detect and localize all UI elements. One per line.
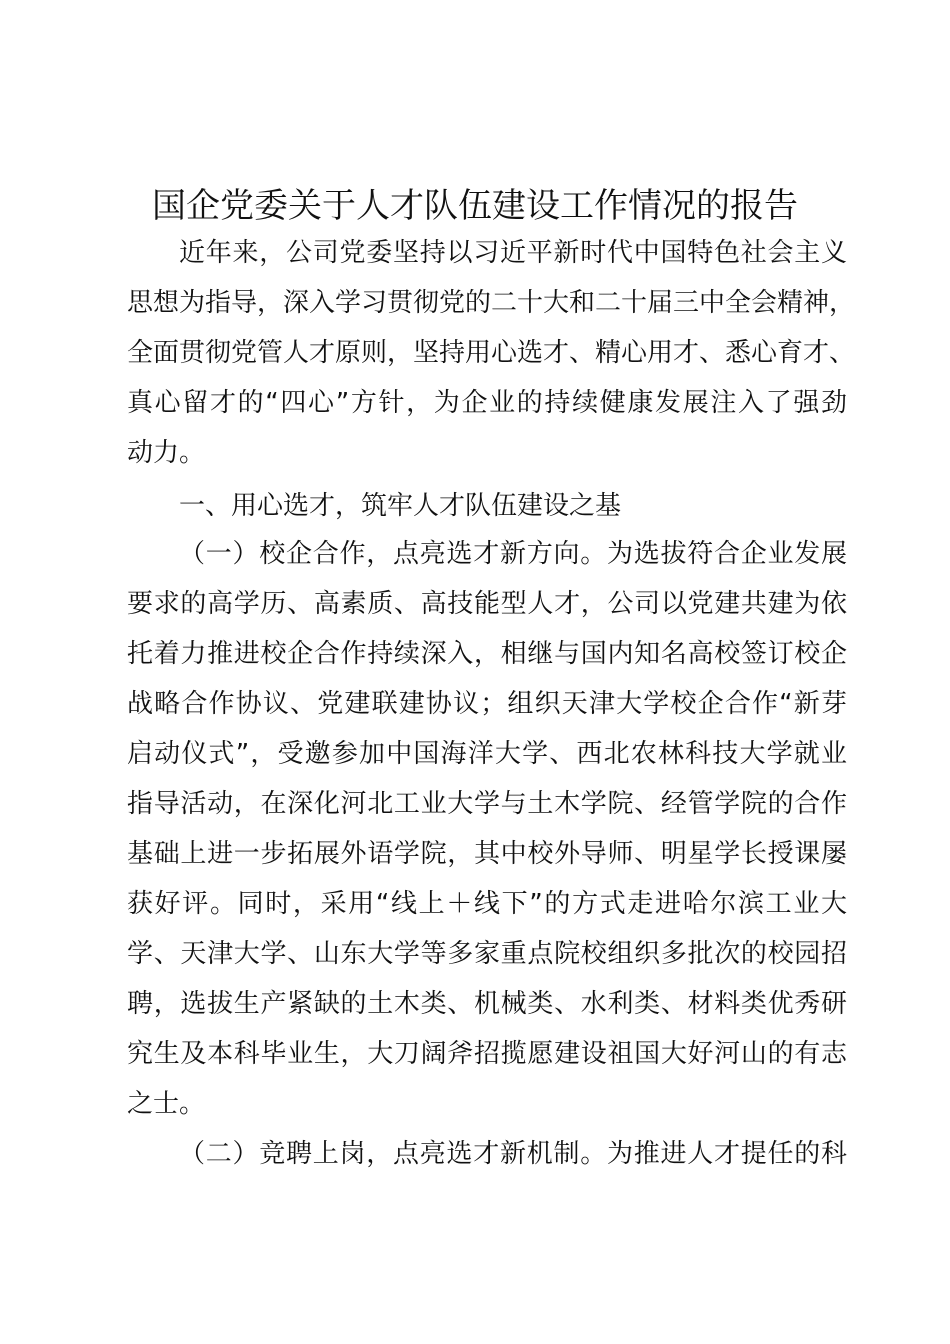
paragraph-line: 要求的高学历、高素质、高技能型人才，公司以党建共建为依 <box>127 589 847 619</box>
intro-line: 全面贯彻党管人才原则，坚持用心选才、精心用才、悉心育才、 <box>127 338 856 368</box>
paragraph-line: 之士。 <box>127 1089 206 1119</box>
section-heading: 一、用心选才，筑牢人才队伍建设之基 <box>179 491 622 521</box>
intro-line: 动力。 <box>127 438 206 468</box>
paragraph-line: 获好评。同时，采用“线上＋线下”的方式走进哈尔滨工业大 <box>127 889 847 919</box>
intro-line: 思想为指导，深入学习贯彻党的二十大和二十届三中全会精神， <box>127 288 856 318</box>
paragraph-line: （一）校企合作，点亮选才新方向。为选拔符合企业发展 <box>179 539 847 569</box>
intro-line: 近年来，公司党委坚持以习近平新时代中国特色社会主义 <box>179 238 847 268</box>
document-title: 国企党委关于人才队伍建设工作情况的报告 <box>152 186 798 226</box>
intro-line: 真心留才的“四心”方针，为企业的持续健康发展注入了强劲 <box>127 388 847 418</box>
paragraph-line: 学、天津大学、山东大学等多家重点院校组织多批次的校园招 <box>127 939 847 969</box>
paragraph-line: 聘，选拔生产紧缺的土木类、机械类、水利类、材料类优秀研 <box>127 989 847 1019</box>
paragraph-line: 托着力推进校企合作持续深入，相继与国内知名高校签订校企 <box>127 639 847 669</box>
paragraph-line: （二）竞聘上岗，点亮选才新机制。为推进人才提任的科 <box>179 1139 847 1169</box>
paragraph-line: 启动仪式”，受邀参加中国海洋大学、西北农林科技大学就业 <box>127 739 847 769</box>
paragraph-line: 战略合作协议、党建联建协议；组织天津大学校企合作“新芽 <box>127 689 847 719</box>
paragraph-line: 究生及本科毕业生，大刀阔斧招揽愿建设祖国大好河山的有志 <box>127 1039 847 1069</box>
paragraph-line: 指导活动，在深化河北工业大学与土木学院、经管学院的合作 <box>127 789 847 819</box>
paragraph-line: 基础上进一步拓展外语学院，其中校外导师、明星学长授课屡 <box>127 839 847 869</box>
